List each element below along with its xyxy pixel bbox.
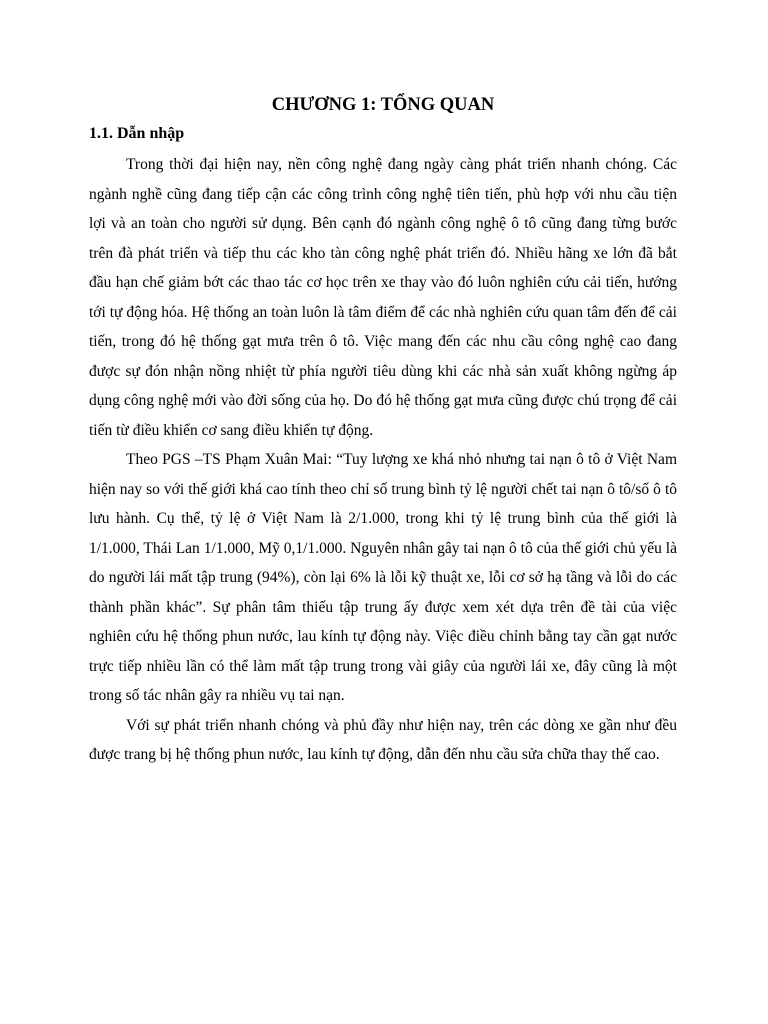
section-heading: 1.1. Dẫn nhập xyxy=(89,125,185,142)
paragraph-intro: Trong thời đại hiện nay, nền công nghệ đang ngày càng phát triển nhanh chóng. Các ngành nghề cũng đang tiếp cận các công trình công nghệ tiên tiến, phù hợp với nhu cầu tiện lợi và an toàn cho người sử dụng. Bên cạnh đó ngành công nghệ ô tô cũng đang từng bước trên đà phát triển và tiếp thu các kho tàn công nghệ phát triển đó. Nhiều hãng xe lớn đã bắt đầu hạn chế giảm bớt các thao tác cơ học trên xe thay vào đó luôn nghiên cứu cải tiến, hướng tới tự động hóa. Hệ thống an toàn luôn là tâm điểm để các nhà nghiên cứu quan tâm đến để cải tiến, trong đó hệ thống gạt mưa trên ô tô. Việc mang đến các nhu cầu công nghệ cao đang được sự đón nhận nồng nhiệt từ phía người tiêu dùng khi các nhà sản xuất không ngừng áp dụng công nghệ mới vào đời sống của họ. Do đó hệ thống gạt mưa cũng được chú trọng để cải tiến từ điều khiển cơ sang điều khiển tự động. xyxy=(89,156,677,439)
document-page xyxy=(89,92,677,770)
paragraph-conclusion: Với sự phát triển nhanh chóng và phủ đầy như hiện nay, trên các dòng xe gần như đều được trang bị hệ thống phun nước, lau kính tự động, dẫn đến nhu cầu sửa chữa thay thế cao. xyxy=(89,716,677,763)
paragraph-quote: Theo PGS –TS Phạm Xuân Mai: “Tuy lượng xe khá nhỏ nhưng tai nạn ô tô ở Việt Nam hiện nay so với thế giới khá cao tính theo chỉ số trung bình tỷ lệ người chết tai nạn ô tô/số ô tô lưu hành. Cụ thể, tỷ lệ ở Việt Nam là 2/1.000, trong khi tỷ lệ trung bình của thế giới là 1/1.000, Thái Lan 1/1.000, Mỹ 0,1/1.000. Nguyên nhân gây tai nạn ô tô của thế giới chủ yếu là do người lái mất tập trung (94%), còn lại 6% là lỗi kỹ thuật xe, lỗi cơ sở hạ tầng và lỗi do các thành phần khác”. Sự phân tâm thiếu tập trung ấy được xem xét dựa trên đề tài của việc nghiên cứu hệ thống phun nước, lau kính tự động này. Việc điều chỉnh bằng tay cần gạt nước trực tiếp nhiều lần có thể làm mất tập trung trong vài giây của người lái xe, đây cũng là một trong số tác nhân gây ra nhiều vụ tai nạn. xyxy=(89,451,677,704)
chapter-title: CHƯƠNG 1: TỔNG QUAN xyxy=(271,95,495,115)
